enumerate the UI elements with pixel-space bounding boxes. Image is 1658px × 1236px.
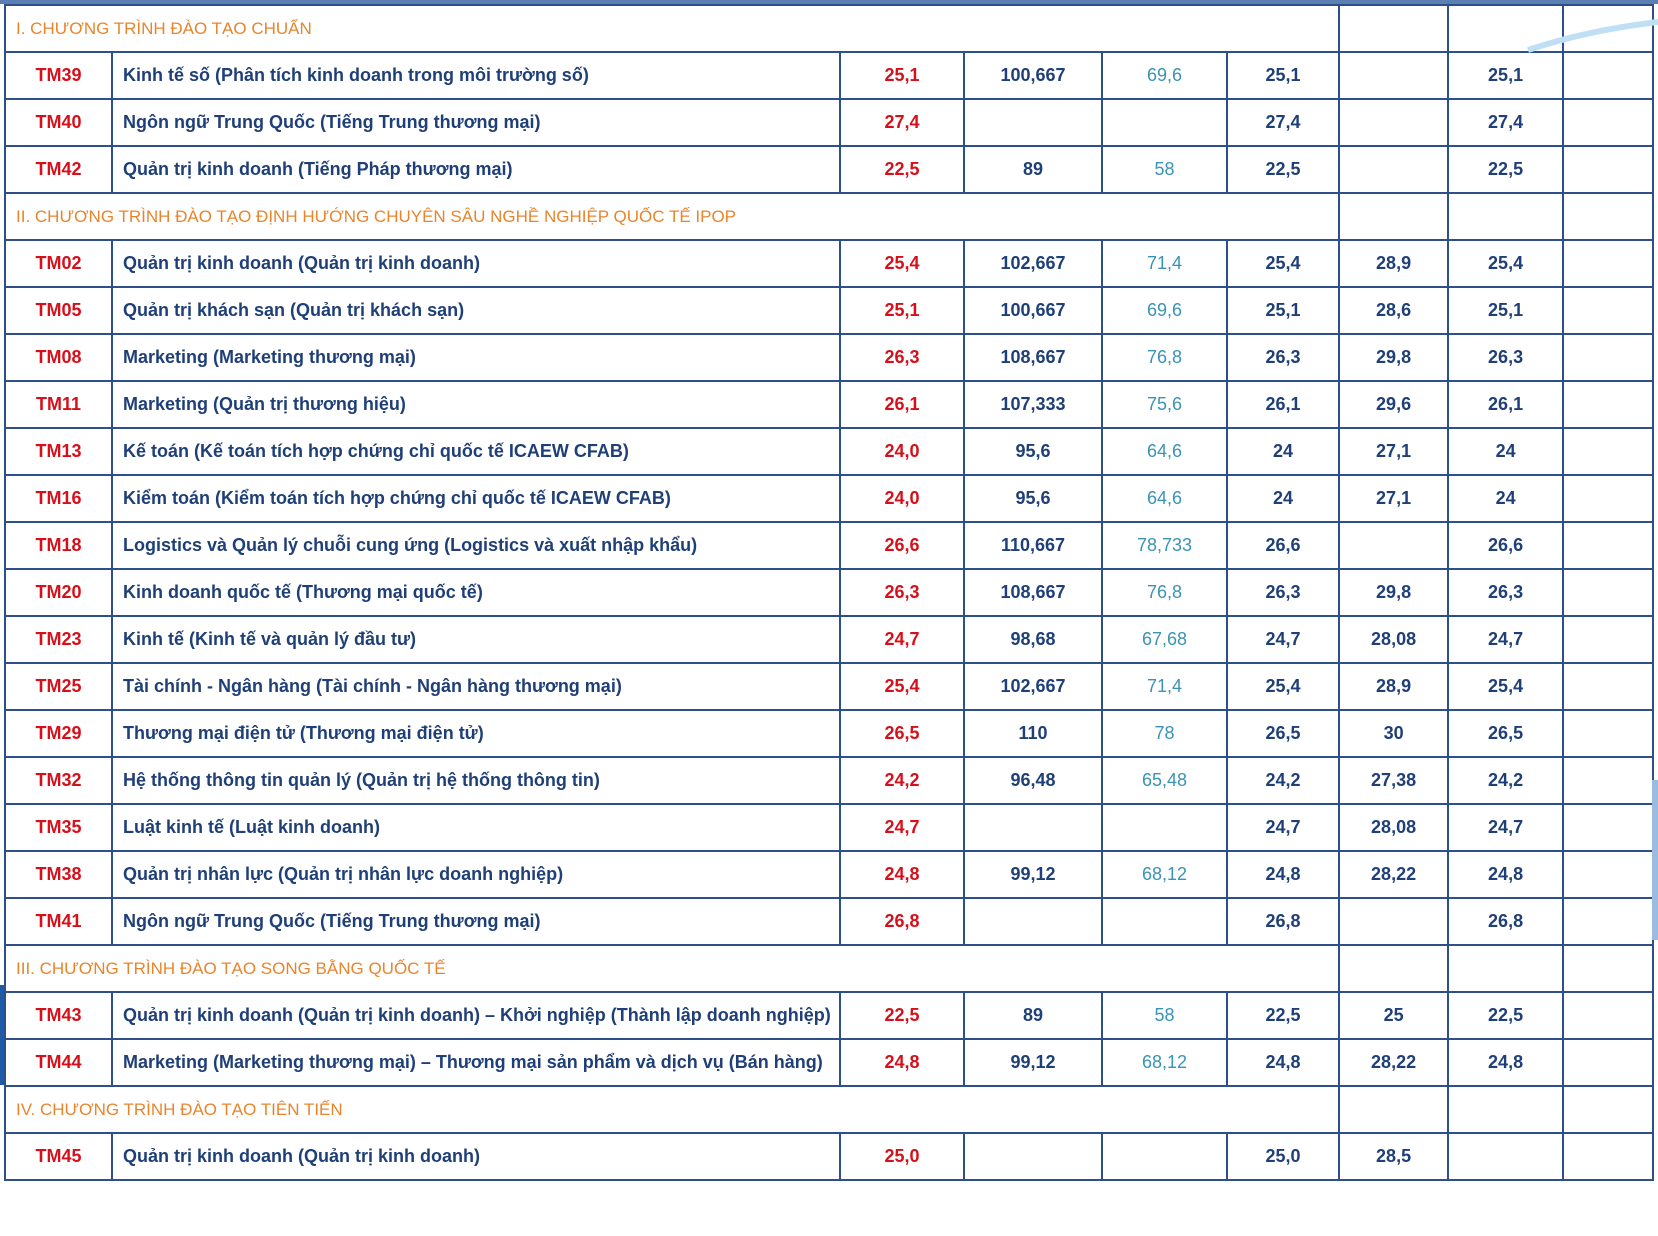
program-name: Quản trị kinh doanh (Quản trị kinh doanh) [112,240,840,287]
empty-cell [1563,475,1653,522]
value-cell-5: 22,5 [1448,992,1563,1039]
value-cell-3: 24,8 [1227,851,1339,898]
value-cell-3: 26,5 [1227,710,1339,757]
program-code: TM40 [5,99,112,146]
value-cell-1: 99,12 [964,1039,1102,1086]
value-cell-1: 108,667 [964,334,1102,381]
program-code: TM32 [5,757,112,804]
program-code: TM11 [5,381,112,428]
program-code: TM02 [5,240,112,287]
value-cell-3: 25,1 [1227,52,1339,99]
value-cell-4 [1339,146,1448,193]
table-row [5,522,1653,569]
table-row [5,428,1653,475]
table-row [5,898,1653,945]
value-cell-2: 69,6 [1102,52,1227,99]
score-cell: 25,1 [840,287,964,334]
value-cell-3: 26,6 [1227,522,1339,569]
section-header-row [5,193,1653,240]
value-cell-4 [1339,522,1448,569]
empty-cell [1448,193,1563,240]
value-cell-3: 26,3 [1227,334,1339,381]
empty-cell [1339,945,1448,992]
section-title: I. CHƯƠNG TRÌNH ĐÀO TẠO CHUẨN [5,5,1339,52]
value-cell-1 [964,1133,1102,1180]
program-code: TM41 [5,898,112,945]
empty-cell [1563,5,1653,52]
score-cell: 24,0 [840,428,964,475]
value-cell-5: 26,5 [1448,710,1563,757]
program-name: Quản trị kinh doanh (Tiếng Pháp thương mại) [112,146,840,193]
value-cell-1: 89 [964,146,1102,193]
table-row [5,851,1653,898]
value-cell-5: 26,3 [1448,569,1563,616]
program-code: TM18 [5,522,112,569]
program-code: TM25 [5,663,112,710]
value-cell-5: 24,7 [1448,804,1563,851]
value-cell-2: 78,733 [1102,522,1227,569]
empty-cell [1563,851,1653,898]
table-row [5,1039,1653,1086]
empty-cell [1563,193,1653,240]
program-name: Ngôn ngữ Trung Quốc (Tiếng Trung thương mại) [112,898,840,945]
program-code: TM05 [5,287,112,334]
empty-cell [1563,1039,1653,1086]
value-cell-2: 75,6 [1102,381,1227,428]
score-cell: 26,6 [840,522,964,569]
empty-cell [1563,569,1653,616]
value-cell-3: 24,8 [1227,1039,1339,1086]
value-cell-4 [1339,898,1448,945]
empty-cell [1563,898,1653,945]
program-name: Kinh tế số (Phân tích kinh doanh trong môi trường số) [112,52,840,99]
value-cell-3: 22,5 [1227,146,1339,193]
empty-cell [1563,757,1653,804]
program-code: TM13 [5,428,112,475]
value-cell-5: 24 [1448,475,1563,522]
empty-cell [1563,146,1653,193]
score-cell: 24,2 [840,757,964,804]
value-cell-5: 25,4 [1448,240,1563,287]
value-cell-2: 64,6 [1102,475,1227,522]
admission-scores-table [4,4,1654,1181]
program-name: Luật kinh tế (Luật kinh doanh) [112,804,840,851]
value-cell-3: 25,0 [1227,1133,1339,1180]
value-cell-5: 24,2 [1448,757,1563,804]
table-row [5,52,1653,99]
empty-cell [1563,1133,1653,1180]
program-code: TM08 [5,334,112,381]
value-cell-2 [1102,898,1227,945]
program-name: Marketing (Marketing thương mại) – Thương mại sản phẩm và dịch vụ (Bán hàng) [112,1039,840,1086]
table-body [5,5,1653,1180]
value-cell-2: 58 [1102,146,1227,193]
table-row [5,381,1653,428]
value-cell-1: 98,68 [964,616,1102,663]
value-cell-5: 25,1 [1448,287,1563,334]
program-name: Quản trị nhân lực (Quản trị nhân lực doanh nghiệp) [112,851,840,898]
value-cell-2: 76,8 [1102,334,1227,381]
program-code: TM42 [5,146,112,193]
score-cell: 25,0 [840,1133,964,1180]
value-cell-4: 28,08 [1339,804,1448,851]
program-name: Hệ thống thông tin quản lý (Quản trị hệ thống thông tin) [112,757,840,804]
value-cell-3: 24 [1227,428,1339,475]
empty-cell [1448,1086,1563,1133]
table-row [5,475,1653,522]
empty-cell [1563,240,1653,287]
empty-cell [1563,99,1653,146]
value-cell-1: 99,12 [964,851,1102,898]
value-cell-2: 65,48 [1102,757,1227,804]
empty-cell [1448,5,1563,52]
value-cell-1: 110 [964,710,1102,757]
value-cell-5: 25,1 [1448,52,1563,99]
value-cell-1: 95,6 [964,428,1102,475]
value-cell-4 [1339,99,1448,146]
empty-cell [1563,804,1653,851]
section-title: II. CHƯƠNG TRÌNH ĐÀO TẠO ĐỊNH HƯỚNG CHUYÊN SÂU NGHỀ NGHIỆP QUỐC TẾ IPOP [5,193,1339,240]
table-row [5,992,1653,1039]
table-row [5,1133,1653,1180]
empty-cell [1563,663,1653,710]
empty-cell [1563,381,1653,428]
value-cell-1: 95,6 [964,475,1102,522]
empty-cell [1563,992,1653,1039]
program-code: TM29 [5,710,112,757]
program-code: TM23 [5,616,112,663]
empty-cell [1563,616,1653,663]
program-code: TM38 [5,851,112,898]
score-cell: 26,1 [840,381,964,428]
value-cell-1: 96,48 [964,757,1102,804]
table-row [5,287,1653,334]
value-cell-2: 58 [1102,992,1227,1039]
section-header-row [5,945,1653,992]
score-cell: 22,5 [840,992,964,1039]
value-cell-1: 108,667 [964,569,1102,616]
value-cell-4: 27,38 [1339,757,1448,804]
empty-cell [1563,710,1653,757]
value-cell-2: 68,12 [1102,851,1227,898]
table-row [5,569,1653,616]
value-cell-1 [964,804,1102,851]
value-cell-4: 30 [1339,710,1448,757]
value-cell-4: 28,5 [1339,1133,1448,1180]
value-cell-3: 24 [1227,475,1339,522]
value-cell-5 [1448,1133,1563,1180]
right-edge-accent [1652,780,1658,940]
table-row [5,663,1653,710]
empty-cell [1563,945,1653,992]
value-cell-2: 78 [1102,710,1227,757]
empty-cell [1339,193,1448,240]
program-name: Quản trị khách sạn (Quản trị khách sạn) [112,287,840,334]
program-name: Kế toán (Kế toán tích hợp chứng chỉ quốc tế ICAEW CFAB) [112,428,840,475]
empty-cell [1563,334,1653,381]
program-name: Quản trị kinh doanh (Quản trị kinh doanh) [112,1133,840,1180]
value-cell-4: 28,22 [1339,1039,1448,1086]
table-row [5,146,1653,193]
value-cell-4: 29,8 [1339,569,1448,616]
value-cell-5: 22,5 [1448,146,1563,193]
value-cell-3: 25,4 [1227,663,1339,710]
value-cell-5: 24,7 [1448,616,1563,663]
value-cell-5: 26,1 [1448,381,1563,428]
program-name: Logistics và Quản lý chuỗi cung ứng (Logistics và xuất nhập khẩu) [112,522,840,569]
program-name: Marketing (Quản trị thương hiệu) [112,381,840,428]
table-row [5,757,1653,804]
score-cell: 24,7 [840,616,964,663]
value-cell-1: 89 [964,992,1102,1039]
value-cell-4: 29,8 [1339,334,1448,381]
score-cell: 26,5 [840,710,964,757]
score-cell: 24,8 [840,851,964,898]
score-cell: 25,4 [840,240,964,287]
value-cell-3: 22,5 [1227,992,1339,1039]
value-cell-3: 26,3 [1227,569,1339,616]
value-cell-3: 26,8 [1227,898,1339,945]
program-code: TM43 [5,992,112,1039]
table-row [5,99,1653,146]
value-cell-2: 68,12 [1102,1039,1227,1086]
score-cell: 26,3 [840,569,964,616]
program-name: Thương mại điện tử (Thương mại điện tử) [112,710,840,757]
value-cell-4: 28,6 [1339,287,1448,334]
program-code: TM44 [5,1039,112,1086]
value-cell-4: 28,9 [1339,240,1448,287]
program-name: Quản trị kinh doanh (Quản trị kinh doanh) – Khởi nghiệp (Thành lập doanh nghiệp) [112,992,840,1039]
value-cell-3: 25,4 [1227,240,1339,287]
section-title: III. CHƯƠNG TRÌNH ĐÀO TẠO SONG BẰNG QUỐC TẾ [5,945,1339,992]
table-row [5,240,1653,287]
empty-cell [1448,945,1563,992]
table-row [5,710,1653,757]
score-cell: 22,5 [840,146,964,193]
score-cell: 26,8 [840,898,964,945]
value-cell-1 [964,99,1102,146]
value-cell-5: 24 [1448,428,1563,475]
value-cell-3: 24,2 [1227,757,1339,804]
value-cell-4: 28,22 [1339,851,1448,898]
value-cell-1: 100,667 [964,52,1102,99]
value-cell-2 [1102,1133,1227,1180]
value-cell-5: 24,8 [1448,1039,1563,1086]
value-cell-2: 71,4 [1102,663,1227,710]
value-cell-2: 64,6 [1102,428,1227,475]
program-name: Kinh tế (Kinh tế và quản lý đầu tư) [112,616,840,663]
value-cell-2: 71,4 [1102,240,1227,287]
value-cell-2: 69,6 [1102,287,1227,334]
value-cell-4: 25 [1339,992,1448,1039]
program-name: Ngôn ngữ Trung Quốc (Tiếng Trung thương mại) [112,99,840,146]
value-cell-1: 107,333 [964,381,1102,428]
score-cell: 24,7 [840,804,964,851]
value-cell-2 [1102,804,1227,851]
value-cell-3: 24,7 [1227,616,1339,663]
score-cell: 26,3 [840,334,964,381]
score-cell: 27,4 [840,99,964,146]
table-row [5,616,1653,663]
value-cell-5: 26,3 [1448,334,1563,381]
value-cell-1 [964,898,1102,945]
value-cell-5: 26,6 [1448,522,1563,569]
value-cell-4: 28,9 [1339,663,1448,710]
empty-cell [1339,1086,1448,1133]
value-cell-3: 24,7 [1227,804,1339,851]
program-code: TM45 [5,1133,112,1180]
program-code: TM16 [5,475,112,522]
value-cell-4: 29,6 [1339,381,1448,428]
value-cell-1: 102,667 [964,663,1102,710]
program-name: Kinh doanh quốc tế (Thương mại quốc tế) [112,569,840,616]
value-cell-4: 28,08 [1339,616,1448,663]
program-code: TM39 [5,52,112,99]
value-cell-5: 24,8 [1448,851,1563,898]
value-cell-2 [1102,99,1227,146]
score-cell: 24,0 [840,475,964,522]
value-cell-2: 67,68 [1102,616,1227,663]
value-cell-2: 76,8 [1102,569,1227,616]
empty-cell [1563,1086,1653,1133]
value-cell-4 [1339,52,1448,99]
value-cell-3: 27,4 [1227,99,1339,146]
score-cell: 25,4 [840,663,964,710]
score-cell: 24,8 [840,1039,964,1086]
program-name: Tài chính - Ngân hàng (Tài chính - Ngân hàng thương mại) [112,663,840,710]
program-name: Marketing (Marketing thương mại) [112,334,840,381]
table-row [5,334,1653,381]
program-code: TM20 [5,569,112,616]
empty-cell [1563,428,1653,475]
value-cell-1: 110,667 [964,522,1102,569]
value-cell-4: 27,1 [1339,475,1448,522]
value-cell-1: 100,667 [964,287,1102,334]
empty-cell [1563,287,1653,334]
value-cell-3: 25,1 [1227,287,1339,334]
score-cell: 25,1 [840,52,964,99]
value-cell-5: 26,8 [1448,898,1563,945]
value-cell-1: 102,667 [964,240,1102,287]
empty-cell [1563,52,1653,99]
value-cell-5: 25,4 [1448,663,1563,710]
value-cell-3: 26,1 [1227,381,1339,428]
empty-cell [1563,522,1653,569]
program-code: TM35 [5,804,112,851]
section-title: IV. CHƯƠNG TRÌNH ĐÀO TẠO TIÊN TIẾN [5,1086,1339,1133]
section-header-row [5,1086,1653,1133]
section-header-row [5,5,1653,52]
left-edge-accent [0,985,4,1085]
table-row [5,804,1653,851]
value-cell-5: 27,4 [1448,99,1563,146]
empty-cell [1339,5,1448,52]
program-name: Kiểm toán (Kiểm toán tích hợp chứng chỉ quốc tế ICAEW CFAB) [112,475,840,522]
value-cell-4: 27,1 [1339,428,1448,475]
